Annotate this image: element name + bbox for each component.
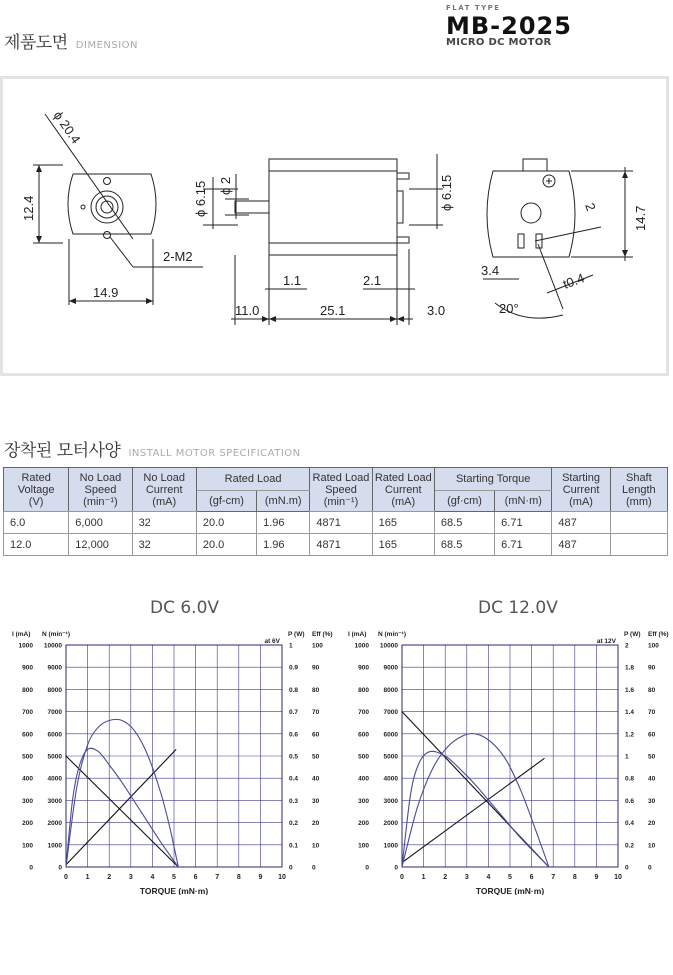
col-rated-load-speed: Rated Load Speed (min⁻¹) — [310, 468, 372, 512]
tick-label-speed: 7000 — [47, 709, 62, 717]
tick-label-efficiency: 100 — [312, 642, 323, 650]
tick-label-efficiency: 100 — [648, 642, 659, 650]
tick-label-efficiency: 70 — [648, 709, 656, 717]
axis-label-power: P (W) — [624, 631, 641, 638]
tick-label-speed: 3000 — [383, 797, 398, 805]
tick-label-speed: 7000 — [383, 709, 398, 717]
axis-label-efficiency: Eff (%) — [312, 631, 333, 638]
tick-label-current: 800 — [22, 686, 33, 694]
tick-label-power: 1.6 — [625, 686, 635, 694]
tick-label-speed: 6000 — [383, 731, 398, 739]
tick-label-current: 600 — [22, 731, 33, 739]
axis-label-speed: N (min⁻¹) — [42, 631, 70, 638]
spec-table — [3, 467, 668, 556]
tick-label-efficiency: 50 — [312, 753, 320, 761]
cell: 4871 — [310, 534, 372, 556]
end-view-hole — [521, 203, 541, 223]
col-starting-gf: (gf·cm) — [434, 491, 494, 512]
cell: 1.96 — [257, 534, 310, 556]
axis-label-power: P (W) — [288, 631, 305, 638]
tick-label-power: 0.2 — [625, 842, 635, 850]
tick-label-speed: 0 — [394, 864, 398, 872]
front-view-screw-left — [81, 205, 85, 209]
tick-label-power: 0.6 — [625, 797, 635, 805]
tick-label-x: 1 — [85, 874, 90, 881]
tick-label-current: 400 — [358, 775, 369, 783]
table-row — [4, 534, 668, 556]
tick-label-current: 0 — [29, 864, 33, 872]
tick-label-speed: 2000 — [383, 820, 398, 828]
tick-label-x: 4 — [150, 874, 155, 881]
label-side-dia-shaft: ϕ 2 — [218, 176, 233, 195]
tick-label-speed: 0 — [58, 864, 62, 872]
tick-label-current: 0 — [365, 864, 369, 872]
tick-label-speed: 6000 — [47, 731, 62, 739]
end-view-body — [487, 171, 575, 257]
tick-label-current: 100 — [358, 842, 369, 850]
tick-label-efficiency: 0 — [648, 864, 652, 872]
tick-label-power: 0.5 — [289, 753, 299, 761]
label-front-width: 14.9 — [93, 285, 119, 300]
side-view-shaft — [235, 201, 269, 213]
tick-label-current: 900 — [22, 664, 33, 672]
cell: 32 — [132, 534, 196, 556]
tick-label-x: 5 — [172, 874, 176, 881]
label-end-3-4: 3.4 — [481, 263, 500, 278]
spec-title-en: INSTALL MOTOR SPECIFICATION — [128, 448, 301, 459]
tick-label-efficiency: 20 — [312, 820, 320, 828]
front-view-bearing-mid — [96, 196, 118, 218]
tick-label-current: 600 — [358, 731, 369, 739]
label-end-angle: 20° — [499, 301, 519, 316]
table-row — [4, 512, 668, 534]
label-end-height: 14.7 — [633, 205, 648, 231]
tick-label-x: 8 — [236, 874, 241, 881]
col-shaft-length: Shaft Length (mm) — [610, 468, 667, 512]
tick-label-x: 3 — [464, 874, 469, 881]
tick-label-power: 0.1 — [289, 842, 299, 850]
tick-label-x: 5 — [508, 874, 512, 881]
section-title-en: DIMENSION — [75, 40, 139, 51]
section-header-spec — [4, 436, 301, 461]
front-view-screw-top — [104, 178, 111, 185]
tick-label-power: 0.8 — [289, 686, 299, 694]
cell: 6.71 — [495, 512, 552, 534]
cell: 487 — [552, 512, 610, 534]
chart-title-6v: DC 6.0V — [150, 598, 220, 618]
tick-label-x: 2 — [443, 874, 448, 881]
col-rated-load-mnm: (mN.m) — [257, 491, 310, 512]
label-end-width-2: 2 — [582, 200, 599, 213]
tick-label-power: 0.4 — [625, 820, 635, 828]
cell — [610, 512, 667, 534]
tick-label-efficiency: 90 — [648, 664, 656, 672]
series-line-efficiency — [66, 748, 178, 867]
tick-label-speed: 5000 — [383, 753, 398, 761]
brand-model-name: MB-2025 — [446, 12, 572, 40]
tick-label-speed: 1000 — [383, 842, 398, 850]
brand-description: MICRO DC MOTOR — [446, 37, 552, 48]
tick-label-efficiency: 40 — [312, 775, 320, 783]
label-len-1-1: 1.1 — [283, 273, 302, 288]
tick-label-efficiency: 50 — [648, 753, 656, 761]
chart-title-12v: DC 12.0V — [478, 598, 558, 618]
tick-label-efficiency: 30 — [648, 797, 656, 805]
label-front-dia: ϕ 20.4 — [50, 108, 84, 147]
tick-label-efficiency: 60 — [312, 731, 320, 739]
tick-label-efficiency: 30 — [312, 797, 320, 805]
tick-label-current: 500 — [358, 753, 369, 761]
tick-label-current: 900 — [358, 664, 369, 672]
label-end-t-0-4: t0.4 — [560, 270, 587, 292]
section-title-ko: 제품도면 — [4, 33, 68, 53]
label-len-3-0: 3.0 — [427, 303, 446, 318]
tick-label-power: 0.8 — [625, 775, 635, 783]
tick-label-power: 0.2 — [289, 820, 299, 828]
cell: 20.0 — [196, 534, 256, 556]
screw-leader — [110, 237, 133, 267]
tick-label-power: 0.9 — [289, 664, 299, 672]
col-rated-load: Rated Load — [196, 468, 310, 491]
tick-label-efficiency: 60 — [648, 731, 656, 739]
tick-label-speed: 8000 — [47, 686, 62, 694]
tick-label-x: 10 — [614, 874, 622, 881]
cell: 12,000 — [69, 534, 132, 556]
tick-label-x: 7 — [551, 874, 556, 881]
tick-label-x: 0 — [400, 874, 404, 881]
cell: 487 — [552, 534, 610, 556]
tick-label-speed: 3000 — [47, 797, 62, 805]
cell — [610, 534, 667, 556]
label-len-25-1: 25.1 — [320, 303, 346, 318]
tick-label-power: 0 — [625, 864, 629, 872]
series-line-speed — [66, 756, 178, 867]
cell: 32 — [132, 512, 196, 534]
front-dia-leader — [45, 114, 133, 239]
tick-label-speed: 5000 — [47, 753, 62, 761]
axis-label-x: TORQUE (mN·m) — [139, 886, 209, 895]
tick-label-power: 1.4 — [625, 709, 635, 717]
cell: 1.96 — [257, 512, 310, 534]
label-screw: 2-M2 — [163, 249, 193, 264]
tick-label-speed: 4000 — [47, 775, 62, 783]
tick-label-current: 200 — [22, 820, 33, 828]
brand-flat-type: FLAT TYPE — [446, 4, 501, 12]
tick-label-x: 6 — [193, 874, 198, 881]
tick-label-x: 1 — [421, 874, 426, 881]
cell: 4871 — [310, 512, 372, 534]
corner-note: at 6V — [264, 638, 280, 645]
col-rated-voltage: Rated Voltage (V) — [4, 468, 69, 512]
brand-block — [446, 5, 572, 48]
tick-label-power: 1 — [625, 753, 629, 761]
tick-label-speed: 9000 — [383, 664, 398, 672]
performance-chart-12v — [336, 625, 673, 895]
tick-label-x: 0 — [64, 874, 68, 881]
cell: 12.0 — [4, 534, 69, 556]
side-view-terminal-bottom — [397, 237, 409, 243]
tick-label-current: 300 — [22, 797, 33, 805]
label-side-dia-b: ϕ 6.15 — [439, 174, 454, 211]
tick-label-current: 200 — [358, 820, 369, 828]
label-len-11-0: 11.0 — [235, 303, 260, 318]
tick-label-speed: 2000 — [47, 820, 62, 828]
w-2-dim — [535, 227, 601, 241]
label-front-height: 12.4 — [21, 195, 36, 221]
col-starting-mnm: (mN·m) — [495, 491, 552, 512]
tick-label-current: 400 — [22, 775, 33, 783]
cell: 6.0 — [4, 512, 69, 534]
axis-label-efficiency: Eff (%) — [648, 631, 669, 638]
tick-label-efficiency: 10 — [312, 842, 320, 850]
performance-chart-6v — [0, 625, 336, 895]
dimension-drawing-frame — [0, 76, 669, 376]
tick-label-x: 9 — [594, 874, 599, 881]
cell: 68.5 — [434, 534, 494, 556]
tick-label-x: 8 — [572, 874, 577, 881]
tick-label-power: 0.4 — [289, 775, 299, 783]
axis-label-speed: N (min⁻¹) — [378, 631, 406, 638]
tick-label-efficiency: 80 — [312, 686, 320, 694]
tick-label-power: 0 — [289, 864, 293, 872]
tick-label-speed: 4000 — [383, 775, 398, 783]
tick-label-current: 800 — [358, 686, 369, 694]
side-view-body — [269, 159, 397, 255]
front-view-screw-bottom — [104, 232, 111, 239]
tick-label-current: 500 — [22, 753, 33, 761]
axis-label-current: I (mA) — [348, 631, 367, 638]
spec-header-row — [4, 468, 668, 491]
col-no-load-speed: No Load Speed (min⁻¹) — [69, 468, 132, 512]
label-side-dia-a: ϕ 6.15 — [193, 180, 208, 217]
tick-label-x: 6 — [529, 874, 534, 881]
tick-label-power: 0.7 — [289, 709, 299, 717]
tick-label-power: 1.2 — [625, 731, 635, 739]
series-line-current — [66, 749, 176, 864]
tick-label-power: 1 — [289, 642, 293, 650]
tick-label-speed: 9000 — [47, 664, 62, 672]
tick-label-current: 700 — [358, 709, 369, 717]
tick-label-efficiency: 40 — [648, 775, 656, 783]
tick-label-power: 2 — [625, 642, 629, 650]
tick-label-x: 7 — [215, 874, 220, 881]
cell: 165 — [372, 534, 434, 556]
cell: 20.0 — [196, 512, 256, 534]
tick-label-x: 9 — [258, 874, 263, 881]
side-view-endcap — [397, 191, 403, 223]
col-starting-torque: Starting Torque — [434, 468, 552, 491]
cell: 165 — [372, 512, 434, 534]
tick-label-power: 1.8 — [625, 664, 635, 672]
cell: 6,000 — [69, 512, 132, 534]
spec-title-ko: 장착된 모터사양 — [4, 441, 121, 461]
section-header-dimension — [4, 28, 138, 53]
col-no-load-current: No Load Current (mA) — [132, 468, 196, 512]
tick-label-speed: 10000 — [43, 642, 62, 650]
corner-note: at 12V — [596, 638, 616, 645]
dimension-drawing — [3, 79, 666, 373]
axis-label-x: TORQUE (mN·m) — [475, 886, 545, 895]
tick-label-current: 1000 — [354, 642, 369, 650]
cell: 68.5 — [434, 512, 494, 534]
tick-label-current: 100 — [22, 842, 33, 850]
tick-label-speed: 1000 — [47, 842, 62, 850]
label-len-2-1: 2.1 — [363, 273, 382, 288]
tick-label-speed: 8000 — [383, 686, 398, 694]
tick-label-efficiency: 70 — [312, 709, 320, 717]
side-view-terminal-top — [397, 173, 409, 179]
end-view-slot-left — [518, 234, 524, 248]
tick-label-x: 2 — [107, 874, 112, 881]
axis-label-current: I (mA) — [12, 631, 31, 638]
tick-label-power: 0.3 — [289, 797, 299, 805]
col-rated-load-gf: (gf-cm) — [196, 491, 256, 512]
tick-label-speed: 10000 — [379, 642, 398, 650]
tick-label-efficiency: 90 — [312, 664, 320, 672]
tick-label-x: 4 — [486, 874, 491, 881]
cell: 6.71 — [495, 534, 552, 556]
tick-label-power: 0.6 — [289, 731, 299, 739]
tick-label-x: 10 — [278, 874, 286, 881]
tick-label-current: 1000 — [18, 642, 33, 650]
terminal-leader — [538, 244, 563, 309]
col-rated-load-current: Rated Load Current (mA) — [372, 468, 434, 512]
tick-label-efficiency: 20 — [648, 820, 656, 828]
col-starting-current: Starting Current (mA) — [552, 468, 610, 512]
tick-label-current: 700 — [22, 709, 33, 717]
tick-label-x: 3 — [128, 874, 133, 881]
tick-label-efficiency: 10 — [648, 842, 656, 850]
tick-label-efficiency: 80 — [648, 686, 656, 694]
tick-label-current: 300 — [358, 797, 369, 805]
tick-label-efficiency: 0 — [312, 864, 316, 872]
end-view-notch — [523, 159, 547, 171]
